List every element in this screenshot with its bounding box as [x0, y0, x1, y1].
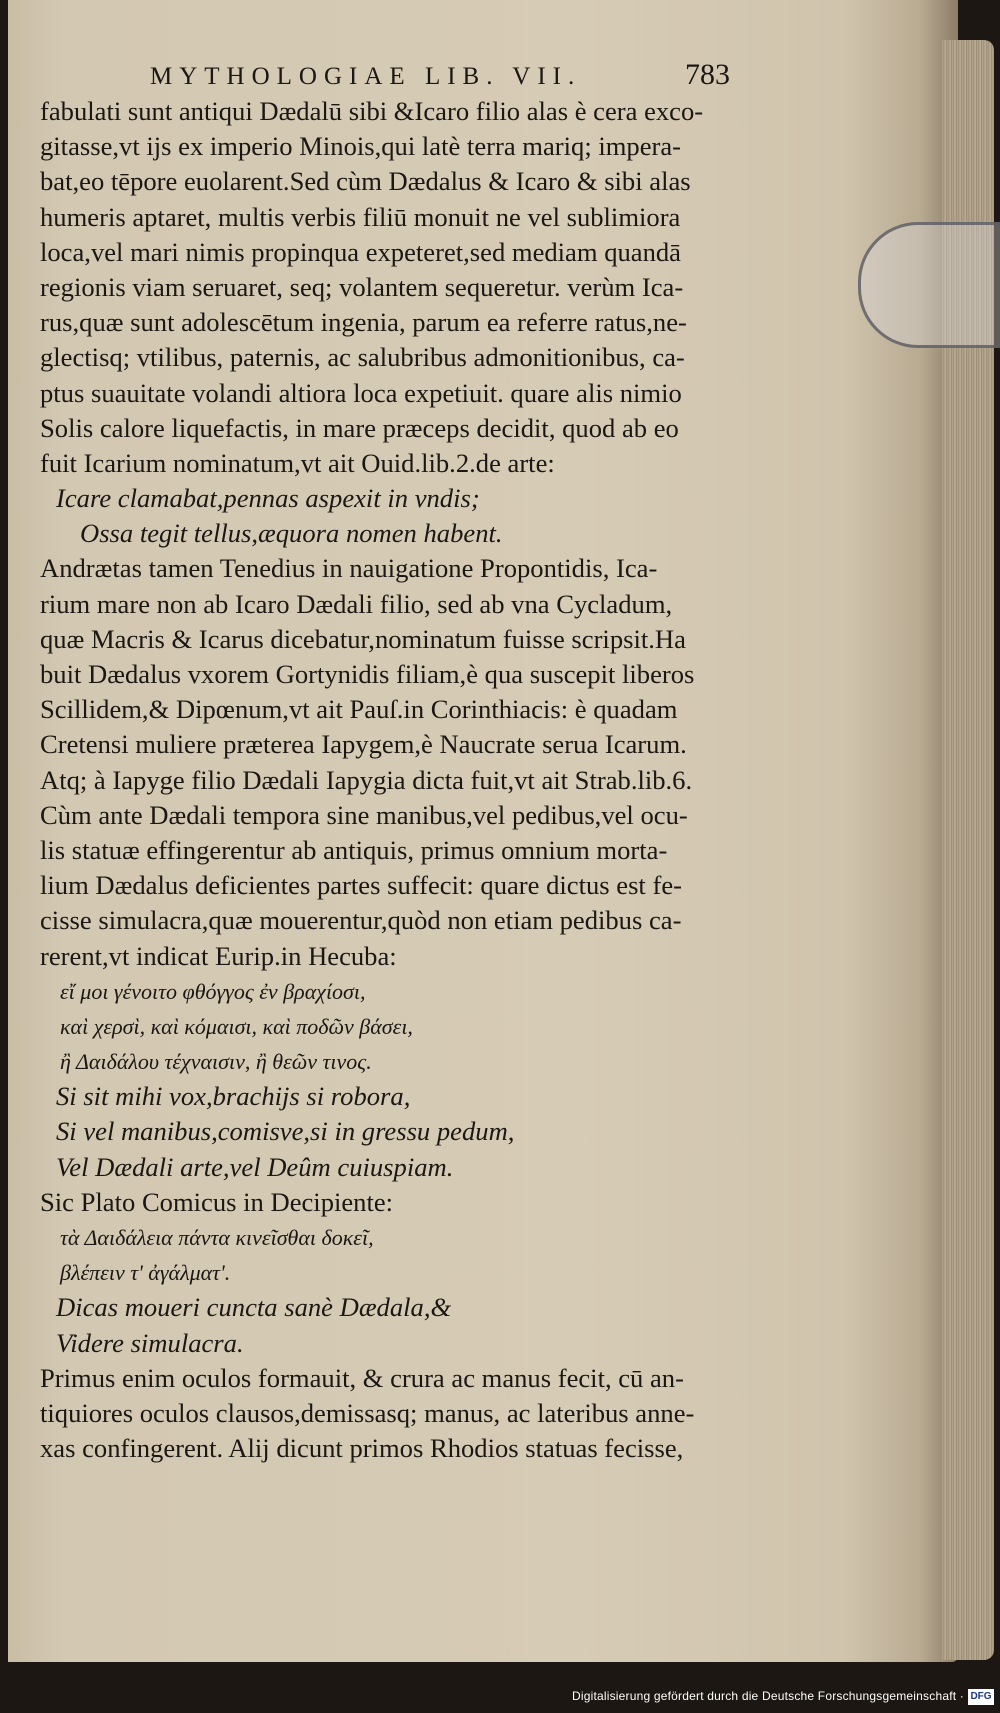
book-page	[8, 0, 958, 1662]
text-line: buit Dædalus vxorem Gortynidis filiam,è qua suscepit liberos	[40, 659, 695, 689]
text-line: rium mare non ab Icaro Dædali filio, sed ab vna Cycladum,	[40, 588, 673, 619]
text-line: Cùm ante Dædali tempora sine manibus,vel pedibus,vel ocu-	[40, 799, 688, 830]
text-line: rerent,vt indicat Eurip.in Hecuba:	[40, 940, 397, 971]
text-line: Solis calore liquefactis, in mare præceps decidit, quod ab eo	[40, 412, 679, 443]
greek-verse-line: τὰ Δαιδάλεια πάντα κινεῖσθαι δοκεῖ,	[60, 1225, 374, 1250]
dfg-logo-icon: DFG	[968, 1689, 994, 1705]
text-line: Atq; à Iapyge filio Dædali Iapygia dicta fuit,vt ait Strab.lib.6.	[40, 764, 693, 795]
verse-line: Dicas moueri cuncta sanè Dædala,&	[56, 1292, 452, 1323]
text-line: cisse simulacra,quæ mouerentur,quòd non etiam pedibus ca-	[40, 905, 682, 936]
greek-verse-line: καὶ χερσὶ, καὶ κόμαισι, καὶ ποδῶν βάσει,	[60, 1013, 413, 1039]
text-line: gitasse,vt ijs ex imperio Minois,qui latè terra mariq; impera-	[40, 131, 682, 162]
verse-line: Videre simulacra.	[56, 1327, 244, 1358]
page-header	[150, 58, 730, 92]
running-head: MYTHOLOGIAE LIB. VII.	[150, 63, 582, 90]
text-line: Cretensi muliere præterea Iapygem,è Naucrate serua Icarum.	[40, 729, 687, 760]
text-line: lium Dædalus deficientes partes suffecit: quare dictus est fe-	[40, 870, 682, 901]
text-line: regionis viam seruaret, seq; volantem sequeretur. verùm Ica-	[40, 271, 684, 302]
verse-line: Si sit mihi vox,brachijs si robora,	[56, 1081, 411, 1112]
text-line: humeris aptaret, multis verbis filiū monuit ne vel sublimiora	[40, 201, 681, 232]
text-line: bat,eo tēpore euolarent.Sed cùm Dædalus & Icaro & sibi alas	[40, 166, 691, 197]
page-holder-clip	[858, 222, 1000, 348]
text-line: tiquiores oculos clausos,demissasq; manus, ac lateribus anne-	[40, 1397, 695, 1428]
greek-verse-line: βλέπειν τ' ἀγάλματ'.	[60, 1260, 231, 1286]
text-line: quæ Macris & Icarus dicebatur,nominatum fuisse scripsit.Ha	[40, 623, 686, 654]
text-line: Primus enim oculos formauit, & crura ac manus fecit, cū an-	[40, 1362, 684, 1393]
verse-line: Si vel manibus,comisve,si in gressu pedum,	[56, 1116, 515, 1147]
greek-verse-line: εἴ μοι γένοιτο φθόγγος ἐν βραχίοσι,	[60, 978, 366, 1004]
text-line: Andrætas tamen Tenedius in nauigatione Propontidis, Ica-	[40, 553, 658, 584]
text-line: Sic Plato Comicus in Decipiente:	[40, 1186, 394, 1217]
page-number: 783	[685, 58, 730, 91]
verse-line: Vel Dædali arte,vel Deûm cuiuspiam.	[56, 1151, 454, 1182]
text-line: Scillidem,& Dipœnum,vt ait Pauſ.in Corinthiacis: è quadam	[40, 694, 678, 725]
verse-line: Icare clamabat,pennas aspexit in vndis;	[56, 483, 480, 514]
verse-line: Ossa tegit tellus,æquora nomen habent.	[80, 518, 503, 549]
page-text	[40, 58, 730, 1466]
text-line: loca,vel mari nimis propinqua expeteret,sed mediam quandā	[40, 236, 681, 267]
text-line: rus,quæ sunt adolescētum ingenia, parum ea referre ratus,ne-	[40, 307, 687, 338]
greek-verse-line: ἢ Δαιδάλου τέχναισιν, ἢ θεῶν τινος.	[60, 1049, 372, 1075]
text-line: fabulati sunt antiqui Dædalū sibi &Icaro filio alas è cera exco-	[40, 96, 704, 126]
text-line: ptus suauitate volandi altiora loca expetiuit. quare alis nimio	[40, 377, 682, 408]
footer-bar	[0, 1662, 1000, 1713]
text-line: xas confingerent. Alij dicunt primos Rhodios statuas fecisse,	[40, 1433, 684, 1464]
funding-notice: Digitalisierung gefördert durch die Deutsche Forschungsgemeinschaft ·	[572, 1689, 964, 1703]
text-line: glectisq; vtilibus, paternis, ac salubribus admonitionibus, ca-	[40, 342, 685, 373]
text-line: lis statuæ effingerentur ab antiquis, primus omnium morta-	[40, 834, 668, 865]
text-line: fuit Icarium nominatum,vt ait Ouid.lib.2.de arte:	[40, 447, 555, 478]
